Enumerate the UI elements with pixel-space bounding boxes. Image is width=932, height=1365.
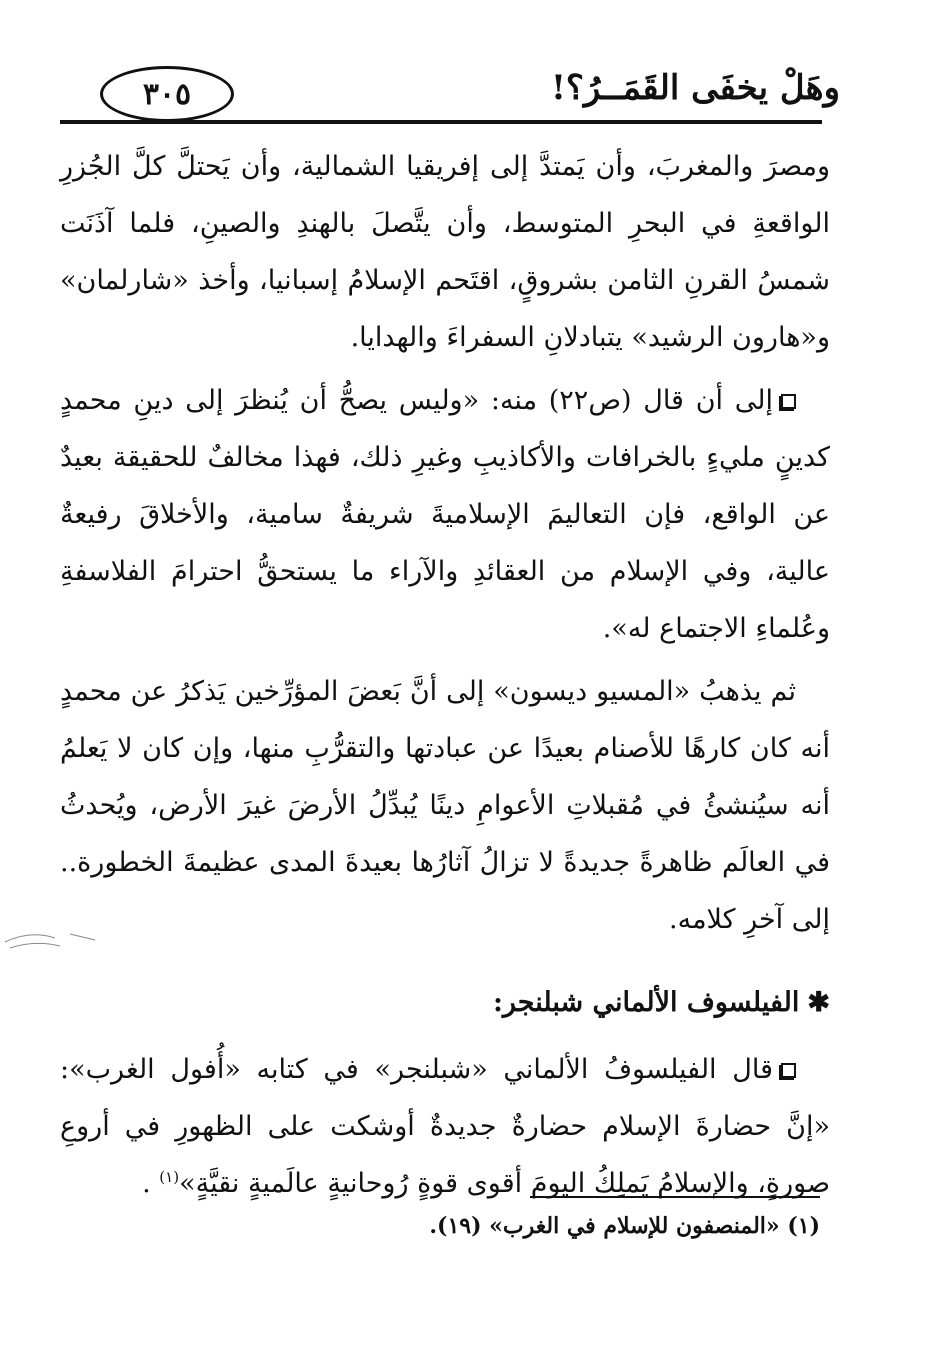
asterisk-icon: ✱ [807, 987, 830, 1018]
paragraph [60, 1041, 830, 1212]
section-heading [60, 974, 830, 1031]
sentence-end: . [142, 1168, 151, 1199]
footnote-reference: (١) [159, 1168, 180, 1186]
header-divider [60, 120, 822, 124]
bullet-square-icon [781, 1063, 796, 1078]
paragraph: ثم يذهبُ «المسيو ديسون» إلى أنَّ بَعضَ المؤرِّخين يَذكرُ عن محمدٍ أنه كان كارهًا للأصنام بعيدًا عن عبادتها والتقرُّبِ منها، وإن كان لا يَعلمُ أنه سيُنشئُ في مُقبلاتِ الأعوامِ دينًا يُبدِّلُ الأرضَ غيرَ الأرض، ويُحدثُ في العالَم ظاهرةً جديدةً لا تزالُ آثارُها بعيدةَ المدى عظيمةَ الخطورة.. إلى آخرِ كلامه. [60, 676, 830, 935]
main-text [60, 138, 830, 1218]
footnote-divider [530, 1196, 820, 1198]
scan-artifact-icon [0, 920, 120, 960]
bullet-square-icon [781, 394, 796, 409]
running-title: وهَلْ يخفَى القَمَــرُ؟! [550, 68, 840, 108]
page-header [60, 58, 840, 122]
paragraph-text: إلى أن قال (ص٢٢) منه: «وليس يصحُّ أن يُنظرَ إلى دينِ محمدٍ كدينٍ مليءٍ بالخرافات والأكاذيبِ وغيرِ ذلك، فهذا مخالفٌ للحقيقة بعيدٌ عن الواقع، فإن التعاليمَ الإسلاميةَ شريفةٌ سامية، والأخلاقَ رفيعةٌ عالية، وفي الإسلام من العقائدِ والآراء ما يستحقُّ احترامَ الفلاسفةِ وعُلماءِ الاجتماع له». [60, 385, 830, 644]
page-number: ٣٠٥ [100, 66, 234, 122]
section-heading-text: الفيلسوف الألماني شبلنجر: [492, 987, 800, 1018]
paragraph: ومصرَ والمغربَ، وأن يَمتدَّ إلى إفريقيا الشمالية، وأن يَحتلَّ كلَّ الجُزرِ الواقعةِ في البحرِ المتوسط، وأن يتَّصلَ بالهندِ والصينِ، فلما آذَنَت شمسُ القرنِ الثامن بشروقٍ، اقتَحم الإسلامُ إسبانيا، وأخذ «شارلمان» و«هارون الرشيد» يتبادلانِ السفراءَ والهدايا. [60, 151, 830, 353]
footnote: (١) «المنصفون للإسلام في الغرب» (١٩). [429, 1213, 820, 1239]
paragraph-text: قال الفيلسوفُ الألماني «شبلنجر» في كتابه «أُفول الغرب»: «إنَّ حضارةَ الإسلام حضارةٌ جديدةٌ أوشكت على الظهورِ في أروعِ صورةٍ، والإسلامُ يَملِكُ اليومَ أقوى قوةٍ رُوحانيةٍ عالَميةٍ نقيَّةٍ» [60, 1054, 830, 1199]
paragraph [60, 372, 830, 657]
